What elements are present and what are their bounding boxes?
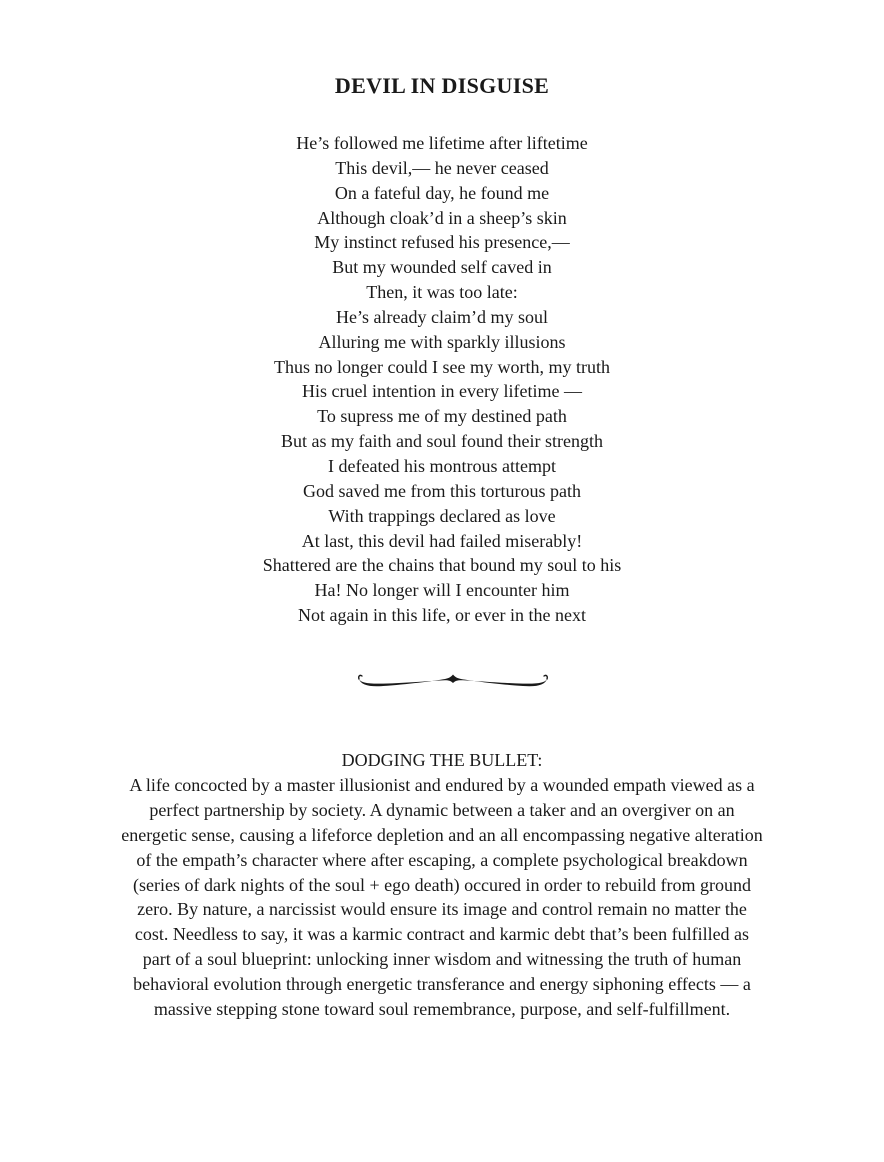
poem-line: Not again in this life, or ever in the next	[298, 605, 586, 626]
poem-line: At last, this devil had failed miserably!	[301, 530, 583, 551]
poem-line: To supress me of my destined path	[317, 406, 567, 427]
essay-paragraph: A life concocted by a master illusionist and endured by a wounded empath viewed as a perfect partnership by society. A dynamic between a taker and an overgiver on an energetic sense, causing a lifeforce depletion and an all encompassing negative alteration of the empath’s character where after escaping, a complete psychological breakdown (series of dark nights of the soul + ego death) occured in order to rebuild from ground zero. By nature, a narcissist would ensure its image and control remain no matter the cost. Needless to say, it was a karmic contract and karmic debt that’s been fulfilled as part of a soul blueprint: unlocking inner wisdom and witnessing the truth of human behavioral evolution through energetic transferance and energy siphoning effects — a massive stepping stone toward soul remembrance, purpose, and self-fulfillment.	[121, 774, 763, 1020]
poem-line: On a fateful day, he found me	[334, 182, 550, 203]
poem-line: Then, it was too late:	[366, 282, 518, 303]
poem-line: Thus no longer could I see my worth, my truth	[274, 356, 610, 377]
poem-line: His cruel intention in every lifetime —	[302, 381, 582, 402]
flourish-divider-icon	[357, 668, 549, 692]
poem-stanza	[0, 131, 884, 628]
poem-line: I defeated his montrous attempt	[328, 455, 556, 476]
poem-line: He’s already claim’d my soul	[336, 306, 548, 327]
poem-line: But as my faith and soul found their strength	[281, 431, 603, 452]
poem-line: He’s followed me lifetime after liftetime	[296, 133, 588, 153]
poem-line: Alluring me with sparkly illusions	[318, 331, 566, 352]
poem-line: My instinct refused his presence,—	[314, 232, 570, 253]
poem-line: With trappings declared as love	[328, 505, 556, 526]
poem-line: This devil,— he never ceased	[335, 157, 549, 178]
poem-line: But my wounded self caved in	[332, 257, 552, 278]
essay-heading: DODGING THE BULLET:	[341, 750, 543, 770]
poem-line: Shattered are the chains that bound my soul to his	[262, 555, 622, 576]
poem-line: God saved me from this torturous path	[303, 480, 581, 501]
poem-line: Ha! No longer will I encounter him	[314, 580, 570, 601]
essay-section	[120, 748, 764, 1022]
poem-title: DEVIL IN DISGUISE	[334, 73, 550, 98]
poem-line: Although cloak’d in a sheep’s skin	[317, 207, 567, 228]
